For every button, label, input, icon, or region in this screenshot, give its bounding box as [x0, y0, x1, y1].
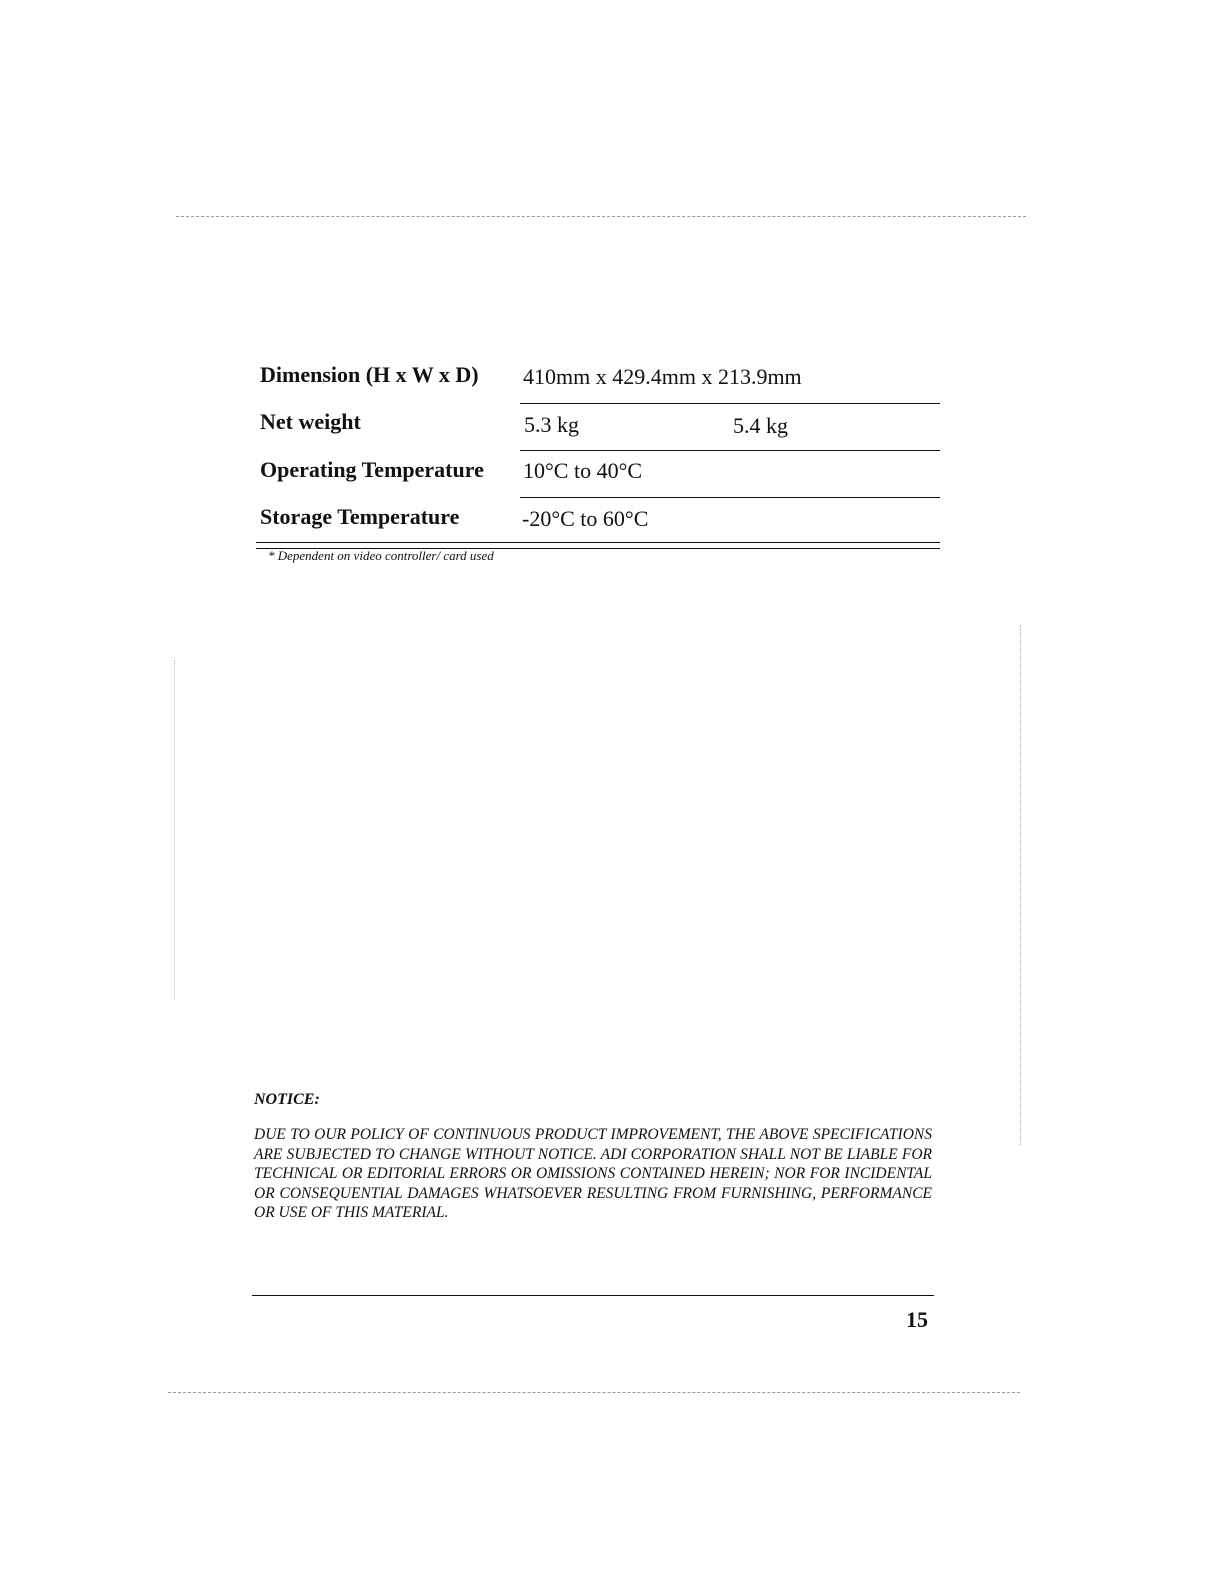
scan-artifact-top-line	[176, 216, 1026, 217]
page-number: 15	[906, 1307, 928, 1332]
scan-artifact-left-edge	[174, 660, 176, 1000]
spec-value-operating-temperature: 10°C to 40°C	[523, 458, 643, 483]
spec-row-divider	[520, 497, 940, 498]
spec-label-dimension: Dimension (H x W x D)	[260, 362, 479, 387]
spec-row-divider	[520, 450, 940, 451]
spec-label-operating-temperature: Operating Temperature	[260, 457, 484, 482]
footer-rule	[252, 1295, 934, 1296]
scan-artifact-bottom-line	[168, 1392, 1020, 1393]
footnote: * Dependent on video controller/ card used	[268, 548, 494, 563]
notice-title: NOTICE:	[254, 1091, 320, 1108]
spec-label-storage-temperature: Storage Temperature	[260, 504, 460, 529]
notice-body: DUE TO OUR POLICY OF CONTINUOUS PRODUCT IMPROVEMENT, THE ABOVE SPECIFICATIONS ARE SUBJECTED TO CHANGE WITHOUT NOTICE. ADI CORPORATION SHALL NOT BE LIABLE FOR TECHNICAL OR EDITORIAL ERRORS OR OMISSIONS CONTAINED HEREIN; NOR FOR INCIDENTAL OR CONSEQUENTIAL DAMAGES WHATSOEVER RESULTING FROM FURNISHING, PERFORMANCE OR USE OF THIS MATERIAL.	[254, 1126, 932, 1221]
scan-artifact-right-edge	[1020, 625, 1022, 1145]
spec-value-dimension: 410mm x 429.4mm x 213.9mm	[523, 364, 802, 389]
spec-row-divider	[520, 403, 940, 404]
spec-label-net-weight: Net weight	[260, 409, 361, 434]
spec-value-net-weight-2: 5.4 kg	[733, 413, 788, 438]
spec-value-net-weight-1: 5.3 kg	[524, 412, 579, 437]
spec-value-storage-temperature: -20°C to 60°C	[522, 506, 649, 531]
